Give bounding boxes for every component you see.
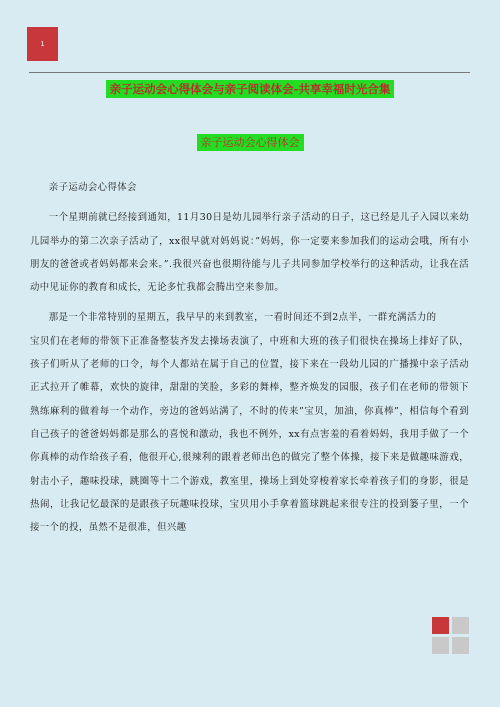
square-red-icon <box>432 617 449 634</box>
paragraph-intro: 一个星期前就已经接到通知，11月30日是幼儿园举行亲子活动的日子，这已经是儿子入园以来幼儿园举办的第二次亲子活动了，xx很早就对妈妈说：”妈妈，你一定要来参加我们的运动会哦，所有小朋友的爸爸或者妈妈都来会来。”.我很兴奋也很期待能与儿子共同参加学校举行的这种活动，让我在活动中见证你的教育和成长，无论多忙我都会腾出空来参加。 <box>30 212 469 294</box>
page-number: 1 <box>40 40 45 48</box>
document-body <box>30 176 469 546</box>
paragraph-activities: 宝贝们在老师的带领下正准备整装齐发去操场表演了，中班和大班的孩子们很快在操场上排好了队，孩子们听从了老师的口令，每个人都站在属于自己的位置，接下来在一段幼儿园的广播操中亲子活动正式拉开了帷幕，欢快的旋律，甜甜的笑脸，多彩的舞棒，整齐焕发的园服，孩子们在老师的带领下熟练麻利的做着每一个动作，旁边的爸妈站满了，不时的传来”宝贝，加油，你真棒”，相信每个看到自己孩子的爸爸妈妈都是那么的喜悦和激动，我也不例外，xx有点害羞的看着妈妈，我用手做了一个你真棒的动作给孩子看，他很开心,很辣利的跟着老师出色的做完了整个体操，接下来是做趣味游戏，射击小子，趣味投球，跳圈等十二个游戏，教室里，操场上到处穿梭着家长牵着孩子们的身影，很是热闹，让我记忆最深的是跟孩子玩趣味投球，宝贝用小手拿着篮球跳起来很专注的投到篓子里，一个接一个的投，虽然不是很准，但兴趣 <box>30 335 469 534</box>
document-title: 亲子运动会心得体会与亲子阅读体会-共享幸福时光合集 <box>106 80 395 98</box>
square-gray-icon <box>452 637 469 654</box>
section-title: 亲子运动会心得体会 <box>197 134 304 151</box>
decorative-squares <box>432 617 470 655</box>
paragraph-friday: 那是一个非常特别的星期五，我早早的来到教室，一看时间还不到2点半，一群充满活力的 <box>48 312 437 324</box>
document-title-row <box>0 80 500 98</box>
header-divider <box>29 72 470 73</box>
page-number-badge <box>27 27 58 61</box>
square-gray-icon <box>452 617 469 634</box>
paragraph-heading: 亲子运动会心得体会 <box>48 182 137 193</box>
square-gray-icon <box>432 637 449 654</box>
section-title-row <box>0 134 500 151</box>
